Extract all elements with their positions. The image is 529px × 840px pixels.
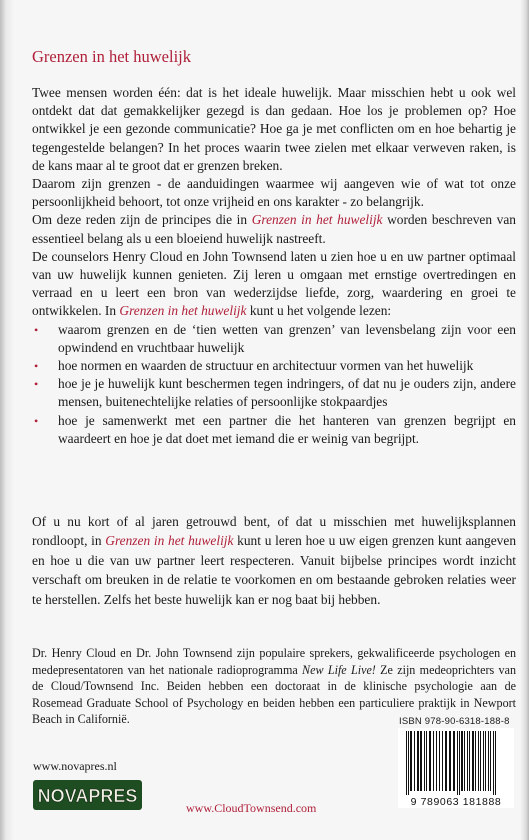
barcode-bar	[475, 731, 476, 791]
barcode-bar	[436, 731, 437, 791]
topics-list	[32, 321, 516, 448]
author-bio: Dr. Henry Cloud en Dr. John Townsend zijn populaire sprekers, gekwalificeerde psychologen en medepresentatoren van het nationale radioprogramma New Life Live! Ze zijn medeoprichters van de Cloud/Townsend Inc. Beiden hebben een doctoraat in de klinische psychologie aan de Rosemead Graduate School of Psychology en beiden hebben een particuliere praktijk in Newport Beach in Californië.	[32, 646, 516, 727]
barcode-bar	[439, 731, 440, 791]
list-item: • hoe je je huwelijk kunt beschermen tegen indringers, of dat nu je ouders zijn, andere mensen, buitenechtelijke relaties of persoonlijke stokpaardjes	[34, 376, 516, 410]
bullet-icon: •	[34, 322, 39, 337]
barcode-bar	[406, 731, 407, 795]
barcode-bar	[445, 731, 447, 791]
intro-paragraph: Twee mensen worden één: dat is het ideale huwelijk. Maar misschien hebt u ook wel ontdekt dat dat gemakkelijker gezegd is dan gedaan. Hoe los je problemen op? Hoe ontwikkel je een gezonde communicatie? Hoe ga je met conflicten om en hoe behartig je tegengestelde belangen? In het proces waarin twee zielen met elkaar verweven raken, is de kans maar al te groot dat er grenzen breken.	[32, 85, 516, 173]
barcode-bar	[426, 731, 427, 791]
barcode-bar	[433, 731, 434, 791]
barcode-bar	[429, 731, 431, 791]
barcode-bar	[457, 731, 458, 795]
barcode-bar	[483, 731, 484, 791]
barcode-bar	[469, 731, 470, 791]
book-title-reference: Grenzen in het huwelijk	[119, 303, 247, 319]
isbn-label: ISBN 978-90-6318-188-8	[399, 716, 510, 727]
barcode-bar	[414, 731, 415, 791]
barcode-digits: 9 789063 181888	[410, 796, 502, 808]
barcode-bar	[478, 731, 479, 791]
barcode-bar	[493, 731, 494, 795]
book-title-reference: Grenzen in het huwelijk	[251, 212, 383, 228]
publisher-website[interactable]: www.novapres.nl	[33, 759, 117, 773]
bullet-icon: •	[34, 413, 39, 428]
barcode	[398, 728, 514, 808]
barcode-bar	[480, 731, 481, 791]
barcode-bar	[467, 731, 468, 791]
bullet-icon: •	[34, 359, 39, 374]
list-item: • hoe je samenwerkt met een partner die het hanteren van grenzen begrijpt en waardeert en hoe je dat doet met iemand die er weinig van begrijpt.	[34, 412, 516, 446]
intro-paragraph: Om deze reden zijn de principes die in Grenzen in het huwelijk worden beschreven van essentieel belang als u een bloeiend huwelijk nastreeft.	[32, 212, 517, 246]
radio-program-name: New Life Live!	[302, 662, 376, 677]
barcode-bar	[453, 731, 455, 791]
barcode-bar	[495, 731, 496, 795]
barcode-bar	[408, 731, 409, 795]
barcode-bar	[485, 731, 486, 791]
barcode-bar	[490, 731, 491, 791]
barcode-bar	[459, 731, 460, 795]
author-website[interactable]: www.CloudTownsend.com	[186, 801, 317, 815]
back-cover-blurb	[32, 84, 516, 448]
book-title-reference: Grenzen in het huwelijk	[105, 533, 234, 549]
barcode-bar	[417, 731, 419, 791]
list-item: • hoe normen en waarden de structuur en architectuur vormen van het huwelijk	[32, 357, 516, 375]
book-title: Grenzen in het huwelijk	[32, 47, 191, 66]
closing-paragraph: Of u nu kort of al jaren getrouwd bent, of dat u misschien met huwelijksplannen rondloopt, in Grenzen in het huwelijk kunt u leren hoe u uw eigen grenzen kunt aangeven en hoe u die van uw partner leert respecteren. Vanuit bijbelse principes wordt inzicht verschaft om breuken in de relatie te voorkomen en om bestaande gebroken relaties weer te herstellen. Zelfs het beste huwelijk kan er nog baat bij hebben.	[32, 514, 517, 607]
barcode-bar	[488, 731, 489, 791]
barcode-bar	[410, 731, 412, 791]
list-item: • waarom grenzen en de ‘tien wetten van grenzen’ van levensbelang zijn voor een opwindend en vruchtbaar huwelijk	[34, 321, 516, 355]
barcode-bar	[424, 731, 425, 791]
bullet-icon: •	[34, 377, 39, 392]
intro-paragraph: De counselors Henry Cloud en John Townsend laten u zien hoe u en uw partner optimaal van uw huwelijk kunnen genieten. Zij leren u omgaan met ernstige overtredingen en verraad en u leert een bron van wederzijdse liefde, zorg, waardering en groei te ontwikkelen. In Grenzen in het huwelijk kunt u het volgende lezen:	[32, 248, 516, 319]
barcode-bar	[461, 731, 463, 791]
barcode-bar	[464, 731, 465, 791]
barcode-bar	[449, 731, 451, 791]
barcode-bar	[472, 731, 474, 791]
barcode-bar	[442, 731, 443, 791]
publisher-logo-text: NOVAPRES	[37, 786, 138, 806]
publisher-logo	[33, 780, 142, 810]
barcode-bar	[420, 731, 422, 791]
intro-paragraph: Daarom zijn grenzen - de aanduidingen waarmee wij aangeven wie of wat tot onze persoonlijkheid behoort, tot onze vrijheid en ons karakter - zo belangrijk.	[32, 176, 516, 210]
